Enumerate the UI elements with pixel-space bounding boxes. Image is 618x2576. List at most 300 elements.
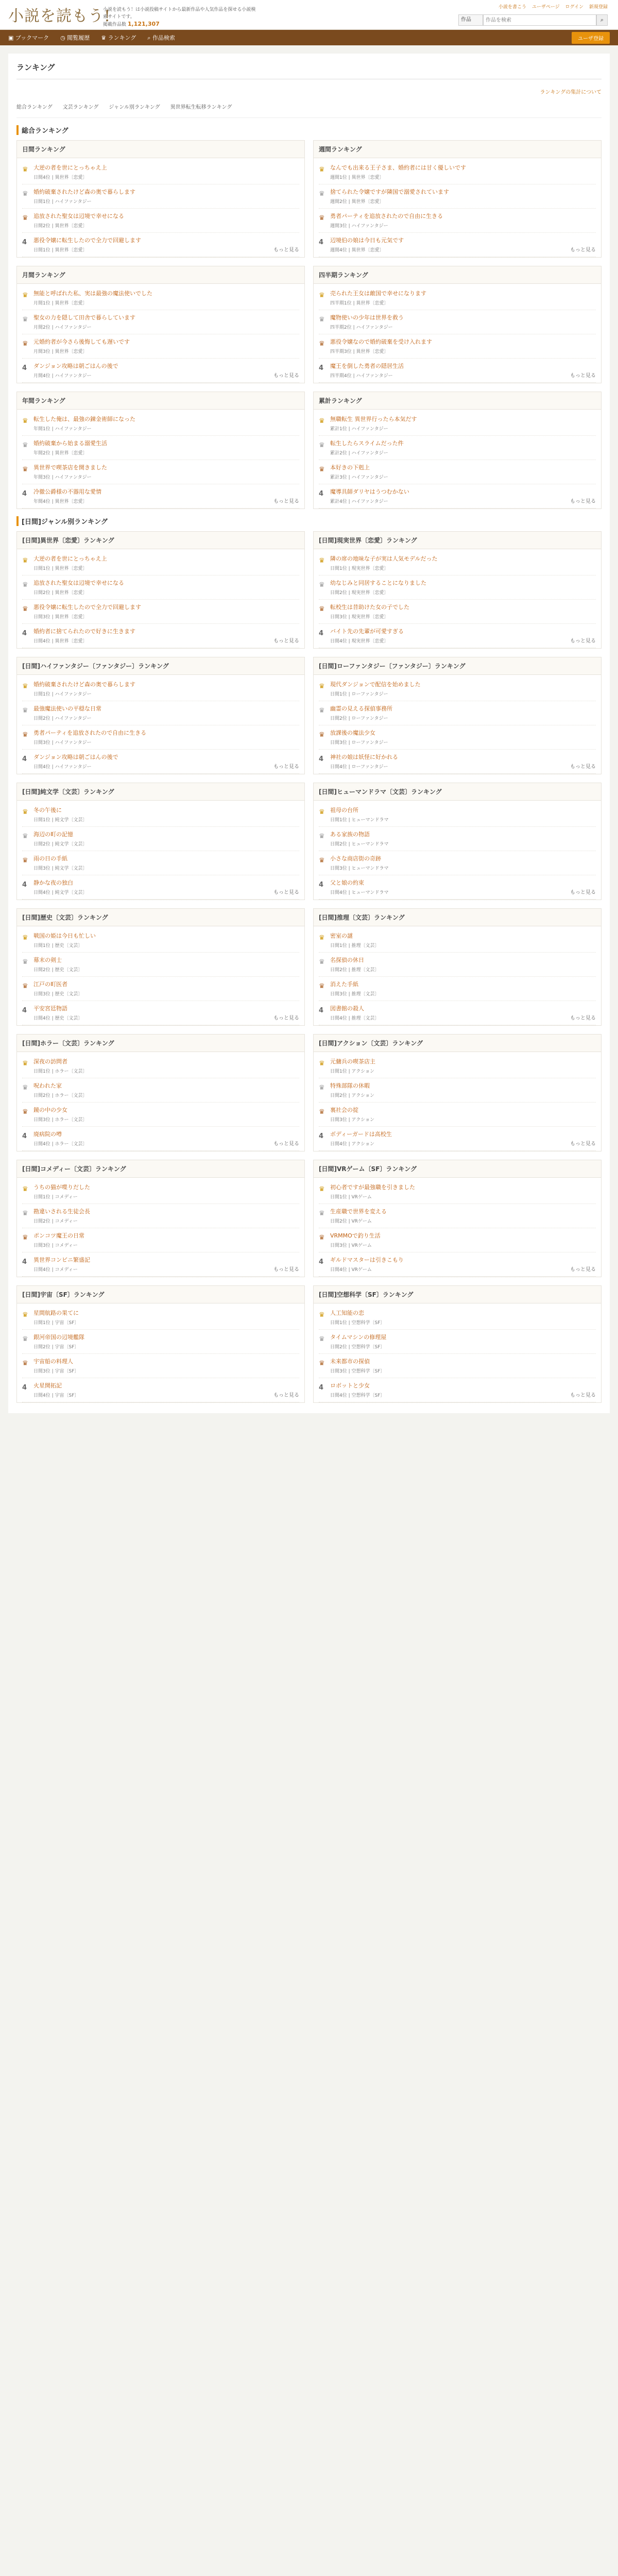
work-meta: 日間4位 | ローファンタジー xyxy=(330,765,388,770)
header-link-register[interactable]: 新規登録 xyxy=(589,5,608,10)
work-meta: 日間4位 | 宇宙〔SF〕 xyxy=(33,1393,79,1398)
crown-icon: ♛ xyxy=(22,292,28,299)
ranking-entry xyxy=(33,1005,299,1021)
ranking-list xyxy=(314,284,601,383)
work-title-link[interactable]: 魔王を倒した勇者の隠居生活 xyxy=(330,363,404,369)
more-link[interactable]: もっと見る xyxy=(570,1393,596,1398)
work-title-link[interactable]: 異世界コンビニ繁盛記 xyxy=(33,1257,90,1263)
work-meta: 日間1位 | 異世界〔恋愛〕 xyxy=(33,248,88,253)
crown-icon: ♛ xyxy=(319,707,325,715)
ranking-box-title: [日間]ホラー〔文芸〕ランキング xyxy=(17,1035,304,1052)
work-title-link[interactable]: 消えた手紙 xyxy=(330,981,358,988)
work-title-link[interactable]: 人工知能の恋 xyxy=(330,1310,364,1316)
crown-icon: ♛ xyxy=(319,1234,325,1242)
work-title-link[interactable]: ダンジョン攻略は朝ごはんの後で xyxy=(33,363,118,369)
more-link[interactable]: もっと見る xyxy=(273,499,299,504)
work-title-link[interactable]: 婚約破棄されたけど森の奥で暮らします xyxy=(33,681,135,688)
ranking-list xyxy=(314,801,601,900)
more-link[interactable]: もっと見る xyxy=(273,1015,299,1021)
rank-number: 4 xyxy=(22,881,27,889)
work-meta: 日間1位 | ハイファンタジー xyxy=(33,199,92,205)
ranking-entry xyxy=(33,1382,299,1398)
work-meta: 日間3位 | 純文学〔文芸〕 xyxy=(33,866,88,871)
more-link[interactable]: もっと見る xyxy=(570,1015,596,1021)
more-link[interactable]: もっと見る xyxy=(273,1393,299,1398)
ranking-item xyxy=(319,412,596,436)
ranking-about-link[interactable]: ランキングの集計について xyxy=(540,90,602,95)
crown-icon: ♛ xyxy=(319,1335,325,1343)
ranking-item xyxy=(22,286,299,310)
ranking-item xyxy=(319,359,596,383)
work-meta: 日間3位 | 歴史〔文芸〕 xyxy=(33,992,83,997)
work-title-link[interactable]: 幼なじみと同居することになりました xyxy=(330,580,426,586)
work-title-link[interactable]: 売られた王女は敵国で幸せになります xyxy=(330,290,426,297)
work-meta: 日間2位 | ヒューマンドラマ xyxy=(330,842,389,847)
tagline-text: 小説を読もう！は小説投稿サイトから最新作品や人気作品を探せる小説検索サイトです。 xyxy=(103,7,256,20)
search-type-select[interactable]: 作品 xyxy=(458,14,483,26)
ranking-item xyxy=(319,436,596,460)
user-register-button[interactable]: ユーザ登録 xyxy=(572,32,610,44)
rank-number: 4 xyxy=(319,490,324,498)
work-meta: 日間2位 | VRゲーム xyxy=(330,1219,372,1224)
work-title-link[interactable]: ギルドマスターは引きこもり xyxy=(330,1257,404,1263)
crown-icon: ♛ xyxy=(22,833,28,840)
work-title-link[interactable]: 神社の娘は妖怪に好かれる xyxy=(330,754,398,760)
work-title-link[interactable]: 火星開拓記 xyxy=(33,1382,62,1389)
work-title-link[interactable]: 密室の謎 xyxy=(330,933,353,939)
more-link[interactable]: もっと見る xyxy=(273,1267,299,1273)
work-title-link[interactable]: 婚約破棄されたけど森の奥で暮らします xyxy=(33,189,135,195)
work-meta: 日間3位 | 推理〔文芸〕 xyxy=(330,992,380,997)
nav-item-ranking[interactable]: ♛ ランキング xyxy=(101,35,136,41)
work-title-link[interactable]: 静かな夜の独白 xyxy=(33,879,73,886)
ranking-entry xyxy=(33,362,299,379)
ranking-item xyxy=(22,1054,299,1078)
ranking-entry xyxy=(330,1358,596,1374)
work-title-link[interactable]: 辺境伯の娘は今日も元気です xyxy=(330,237,404,244)
crown-icon: ♛ xyxy=(22,166,28,174)
header-link-login[interactable]: ログイン xyxy=(565,5,584,10)
ranking-item xyxy=(22,677,299,701)
more-link[interactable]: もっと見る xyxy=(273,890,299,895)
crown-icon: ♛ xyxy=(319,1060,325,1067)
ranking-item xyxy=(319,575,596,600)
work-meta: 日間2位 | ハイファンタジー xyxy=(33,716,92,721)
work-meta: 日間1位 | ホラー〔文芸〕 xyxy=(33,1069,88,1074)
work-title-link[interactable]: 鏡の中の少女 xyxy=(33,1107,67,1113)
ranking-entry xyxy=(330,1309,596,1326)
ranking-sections xyxy=(16,125,602,1403)
work-title-link[interactable]: 幕末の剣士 xyxy=(33,957,62,963)
crown-icon: ♛ xyxy=(319,982,325,990)
ranking-item xyxy=(22,1402,299,1403)
work-title-link[interactable]: ある家族の物語 xyxy=(330,831,370,838)
ranking-list xyxy=(17,1303,304,1403)
ranking-list xyxy=(314,926,601,1026)
ranking-entry xyxy=(330,753,596,770)
ranking-entry xyxy=(330,555,596,571)
ranking-box-title: 四半期ランキング xyxy=(314,266,601,284)
work-title-link[interactable]: 冬の午後に xyxy=(33,807,62,814)
work-meta: 日間3位 | ローファンタジー xyxy=(330,740,388,745)
work-title-link[interactable]: 冷徹公爵様の不器用な愛情 xyxy=(33,488,101,495)
ranking-item xyxy=(319,257,596,258)
ranking-item xyxy=(22,953,299,977)
work-title-link[interactable]: 銀河帝国の辺境艦隊 xyxy=(33,1334,84,1341)
more-link[interactable]: もっと見る xyxy=(570,764,596,770)
ranking-entry xyxy=(33,628,299,644)
ranking-entry xyxy=(33,1058,299,1074)
ranking-item xyxy=(22,1354,299,1378)
work-title-link[interactable]: 図書館の殺人 xyxy=(330,1005,364,1012)
work-title-link[interactable]: 悪役令嬢に転生したので全力で回避します xyxy=(33,604,141,611)
ranking-box xyxy=(313,1160,602,1277)
ranking-box xyxy=(16,657,305,774)
ranking-entry xyxy=(330,1333,596,1350)
work-title-link[interactable]: 裏社会の掟 xyxy=(330,1107,358,1113)
work-meta: 日間2位 | ホラー〔文芸〕 xyxy=(33,1093,88,1098)
ranking-list xyxy=(17,1052,304,1151)
ranking-box-title: [日間]アクション〔文芸〕ランキング xyxy=(314,1035,601,1052)
work-title-link[interactable]: 魔物使いの少年は世界を救う xyxy=(330,314,404,321)
ranking-item xyxy=(319,1306,596,1330)
ranking-entry xyxy=(33,1256,299,1273)
work-title-link[interactable]: 雨の日の手紙 xyxy=(33,855,67,862)
ranking-entry xyxy=(330,439,596,456)
work-meta: 年間4位 | 異世界〔恋愛〕 xyxy=(33,499,88,504)
work-title-link[interactable]: 特殊部隊の休暇 xyxy=(330,1082,370,1089)
count-label: 掲載作品数 xyxy=(103,22,127,27)
work-title-link[interactable]: バイト先の先輩が可愛すぎる xyxy=(330,628,404,635)
section-title: [日間]ジャンル別ランキング xyxy=(16,516,602,526)
ranking-item xyxy=(319,1402,596,1403)
work-title-link[interactable]: うちの猫が喋りだした xyxy=(33,1184,90,1191)
ranking-item xyxy=(319,648,596,649)
ranking-entry xyxy=(330,1106,596,1123)
ranking-item xyxy=(319,803,596,827)
ranking-box xyxy=(313,1285,602,1403)
ranking-box xyxy=(16,392,305,509)
ranking-box xyxy=(313,908,602,1026)
work-meta: 日間3位 | アクション xyxy=(330,1117,375,1123)
work-title-link[interactable]: 元傭兵の喫茶店主 xyxy=(330,1058,375,1065)
more-link[interactable]: もっと見る xyxy=(570,1141,596,1147)
work-title-link[interactable]: 勘違いされる生徒会長 xyxy=(33,1208,90,1215)
work-meta: 日間3位 | コメディー xyxy=(33,1243,78,1248)
work-title-link[interactable]: 平安宮廷物語 xyxy=(33,1005,67,1012)
work-title-link[interactable]: 転生したらスライムだった件 xyxy=(330,440,404,447)
nav-item-history[interactable]: ◷ 閲覧履歴 xyxy=(60,35,90,41)
work-title-link[interactable]: 捨てられた令嬢ですが隣国で溺愛されています xyxy=(330,189,449,195)
ranking-item xyxy=(22,160,299,184)
work-title-link[interactable]: なんでも出来る王子さま、婚約者には甘く優しいです xyxy=(330,164,466,171)
ranking-entry xyxy=(33,1358,299,1374)
ranking-entry xyxy=(330,1382,596,1398)
work-title-link[interactable]: 婚約破棄から始まる溺愛生活 xyxy=(33,440,107,447)
work-title-link[interactable]: 元婚約者が今さら後悔しても遅いです xyxy=(33,338,130,345)
work-title-link[interactable]: 婚約者に捨てられたので好きに生きます xyxy=(33,628,135,635)
ranking-entry xyxy=(330,415,596,432)
rank-number: 4 xyxy=(22,755,27,763)
crown-icon: ♛ xyxy=(319,292,325,299)
work-title-link[interactable]: ダンジョン攻略は朝ごはんの後で xyxy=(33,754,118,760)
ranking-item xyxy=(319,851,596,875)
filter-isekai[interactable]: 異世界転生転移ランキング xyxy=(170,105,232,110)
work-title-link[interactable]: VRMMOで釣り生活 xyxy=(330,1232,381,1239)
crown-icon: ♛ xyxy=(22,934,28,942)
ranking-box-title: [日間]歴史〔文芸〕ランキング xyxy=(17,909,304,926)
rank-number: 4 xyxy=(22,1258,27,1266)
work-meta: 日間1位 | 異世界〔恋愛〕 xyxy=(33,566,88,571)
ranking-entry xyxy=(33,464,299,480)
work-meta: 日間3位 | ヒューマンドラマ xyxy=(330,866,389,871)
search-icon[interactable]: ⌕ xyxy=(596,14,608,26)
rank-number: 4 xyxy=(319,1384,324,1392)
ranking-box xyxy=(16,908,305,1026)
filter-literary[interactable]: 文芸ランキング xyxy=(62,105,99,110)
ranking-item xyxy=(319,460,596,484)
work-meta: 日間4位 | アクション xyxy=(330,1142,375,1147)
work-title-link[interactable]: 魔導具師ダリヤはうつむかない xyxy=(330,488,409,495)
ranking-box xyxy=(313,657,602,774)
ranking-item xyxy=(319,184,596,209)
work-title-link[interactable]: 勇者パーティを追放されたので自由に生きる xyxy=(33,730,147,736)
work-title-link[interactable]: 未来都市の探偵 xyxy=(330,1358,370,1365)
work-meta: 日間4位 | 現実世界〔恋愛〕 xyxy=(330,639,389,644)
more-link[interactable]: もっと見る xyxy=(570,638,596,644)
work-meta: 累計1位 | ハイファンタジー xyxy=(330,427,388,432)
ranking-item xyxy=(22,1078,299,1103)
ranking-box-title: 年間ランキング xyxy=(17,392,304,410)
work-title-link[interactable]: 星間航路の果てに xyxy=(33,1310,79,1316)
ranking-item xyxy=(22,257,299,258)
ranking-item xyxy=(319,1330,596,1354)
work-meta: 日間1位 | 現実世界〔恋愛〕 xyxy=(330,566,389,571)
ranking-entry xyxy=(330,681,596,697)
ranking-box xyxy=(16,266,305,383)
ranking-entry xyxy=(330,806,596,823)
ranking-item xyxy=(319,1204,596,1228)
ranking-entry xyxy=(33,164,299,180)
crown-icon: ♛ xyxy=(319,1084,325,1092)
crown-icon: ♛ xyxy=(319,214,325,222)
work-title-link[interactable]: 生産職で世界を変える xyxy=(330,1208,387,1215)
ranking-entry xyxy=(330,831,596,847)
work-title-link[interactable]: 江戸の町医者 xyxy=(33,981,67,988)
work-title-link[interactable]: 追放された聖女は辺境で幸せになる xyxy=(33,580,124,586)
more-link[interactable]: もっと見る xyxy=(273,1141,299,1147)
ranking-item xyxy=(22,1306,299,1330)
ranking-list xyxy=(314,675,601,774)
ranking-item xyxy=(22,1252,299,1277)
crown-icon: ♛ xyxy=(22,1311,28,1319)
work-title-link[interactable]: 聖女の力を隠して田舎で暮らしています xyxy=(33,314,135,321)
more-link[interactable]: もっと見る xyxy=(570,247,596,253)
work-meta: 日間2位 | 空想科学〔SF〕 xyxy=(330,1345,385,1350)
work-meta: 日間4位 | 空想科学〔SF〕 xyxy=(330,1393,385,1398)
ranking-item xyxy=(22,184,299,209)
work-title-link[interactable]: ポンコツ魔王の日常 xyxy=(33,1232,84,1239)
work-title-link[interactable]: 追放された聖女は辺境で幸せになる xyxy=(33,213,124,219)
work-title-link[interactable]: タイムマシンの修理屋 xyxy=(330,1334,387,1341)
rank-number: 4 xyxy=(319,630,324,637)
work-title-link[interactable]: 隣の席の地味な子が実は人気モデルだった xyxy=(330,555,438,562)
ranking-item xyxy=(319,600,596,624)
ranking-entry xyxy=(33,1309,299,1326)
more-link[interactable]: もっと見る xyxy=(570,890,596,895)
work-title-link[interactable]: 戦国の姫は今日も忙しい xyxy=(33,933,96,939)
work-title-link[interactable]: 現代ダンジョンで配信を始めました xyxy=(330,681,421,688)
work-title-link[interactable]: 大逆の者を世にとっちゃえ上 xyxy=(33,164,107,171)
work-title-link[interactable]: 本好きの下剋上 xyxy=(330,464,370,471)
ranking-item xyxy=(22,412,299,436)
ranking-item xyxy=(22,1025,299,1026)
ranking-entry xyxy=(330,290,596,306)
crown-icon: ♛ xyxy=(22,1084,28,1092)
ranking-item xyxy=(22,359,299,383)
crown-icon: ♛ xyxy=(22,605,28,613)
work-title-link[interactable]: 祖母の台所 xyxy=(330,807,358,814)
ranking-item xyxy=(22,575,299,600)
ranking-entry xyxy=(330,1082,596,1098)
nav-item-bookmark[interactable]: ▣ ブックマーク xyxy=(8,35,49,41)
ranking-item xyxy=(319,1001,596,1025)
work-meta: 年間2位 | 異世界〔恋愛〕 xyxy=(33,451,88,456)
ranking-item xyxy=(22,460,299,484)
ranking-box-title: [日間]VRゲーム〔SF〕ランキング xyxy=(314,1160,601,1178)
work-title-link[interactable]: 初心者ですが最強職を引きました xyxy=(330,1184,415,1191)
work-title-link[interactable]: 無職転生 異世界行ったら本気だす xyxy=(330,416,417,422)
work-title-link[interactable]: 深夜の訪問者 xyxy=(33,1058,67,1065)
work-title-link[interactable]: 転校生は昔助けた女の子でした xyxy=(330,604,409,611)
work-title-link[interactable]: 大逆の者を世にとっちゃえ上 xyxy=(33,555,107,562)
work-title-link[interactable]: 悪役令嬢なので婚約破棄を受け入れます xyxy=(330,338,432,345)
crown-icon: ♛ xyxy=(319,1311,325,1319)
ranking-entry xyxy=(33,290,299,306)
ranking-entry xyxy=(33,415,299,432)
header-link-write[interactable]: 小説を書こう xyxy=(498,5,526,10)
work-title-link[interactable]: 放課後の魔法少女 xyxy=(330,730,375,736)
ranking-entry xyxy=(330,1232,596,1248)
rank-number: 4 xyxy=(22,1384,27,1392)
ranking-entry xyxy=(330,464,596,480)
more-link[interactable]: もっと見る xyxy=(570,1267,596,1273)
work-title-link[interactable]: 海辺の町の記憶 xyxy=(33,831,73,838)
ranking-box-title: [日間]ローファンタジー〔ファンタジー〕ランキング xyxy=(314,657,601,675)
work-title-link[interactable]: 悪役令嬢に転生したので全力で回避します xyxy=(33,237,141,244)
work-title-link[interactable]: 無能と呼ばれた私、実は最強の魔法使いでした xyxy=(33,290,152,297)
ranking-item xyxy=(22,334,299,359)
ranking-entry xyxy=(33,956,299,973)
ranking-box xyxy=(16,783,305,900)
work-meta: 日間4位 | 推理〔文芸〕 xyxy=(330,1016,380,1021)
work-title-link[interactable]: 幽霊の見える探偵事務所 xyxy=(330,705,392,712)
ranking-entry xyxy=(330,603,596,620)
header-links xyxy=(494,3,608,10)
site-logo[interactable]: 小説を読もう! xyxy=(8,7,111,25)
more-link[interactable]: もっと見る xyxy=(570,373,596,379)
more-link[interactable]: もっと見る xyxy=(273,247,299,253)
rank-number: 4 xyxy=(319,1258,324,1266)
ranking-list xyxy=(17,1178,304,1277)
ranking-item xyxy=(319,624,596,648)
ranking-entry xyxy=(330,705,596,721)
ranking-item xyxy=(22,928,299,953)
more-link[interactable]: もっと見る xyxy=(273,638,299,644)
search-input[interactable] xyxy=(483,14,596,26)
work-meta: 累計4位 | ハイファンタジー xyxy=(330,499,388,504)
ranking-box xyxy=(16,1034,305,1151)
work-title-link[interactable]: ロボットと少女 xyxy=(330,1382,370,1389)
nav-item-search[interactable]: ⌕ 作品検索 xyxy=(147,35,175,41)
work-title-link[interactable]: 父と娘の約束 xyxy=(330,879,364,886)
crown-icon: ♛ xyxy=(319,833,325,840)
filter-overall[interactable]: 総合ランキング xyxy=(16,105,53,110)
work-title-link[interactable]: 呪われた家 xyxy=(33,1082,62,1089)
work-title-link[interactable]: 小さな商店街の奇跡 xyxy=(330,855,381,862)
ranking-entry xyxy=(33,1130,299,1147)
crown-icon: ♛ xyxy=(22,1060,28,1067)
work-meta: 日間3位 | 異世界〔恋愛〕 xyxy=(33,615,88,620)
work-title-link[interactable]: 異世界で喫茶店を開きました xyxy=(33,464,107,471)
ranking-box xyxy=(313,1034,602,1151)
crown-icon: ♛ xyxy=(22,982,28,990)
work-title-link[interactable]: 勇者パーティを追放されたので自由に生きる xyxy=(330,213,443,219)
ranking-list xyxy=(17,284,304,383)
ranking-box xyxy=(313,783,602,900)
more-link[interactable]: もっと見る xyxy=(570,499,596,504)
ranking-item xyxy=(319,233,596,257)
work-meta: 日間1位 | 推理〔文芸〕 xyxy=(330,943,380,948)
filter-genre[interactable]: ジャンル別ランキング xyxy=(109,105,160,110)
work-meta: 日間2位 | 歴史〔文芸〕 xyxy=(33,968,83,973)
ranking-item xyxy=(22,551,299,575)
work-title-link[interactable]: 名探偵の休日 xyxy=(330,957,364,963)
work-title-link[interactable]: 転生した俺は、最強の錬金術師になった xyxy=(33,416,135,422)
work-title-link[interactable]: 宇宙船の料理人 xyxy=(33,1358,73,1365)
ranking-box-title: [日間]ハイファンタジー〔ファンタジー〕ランキング xyxy=(17,657,304,675)
ranking-box-title: [日間]推理〔文芸〕ランキング xyxy=(314,909,601,926)
ranking-entry xyxy=(33,753,299,770)
crown-icon: ♛ xyxy=(319,857,325,865)
main-content xyxy=(8,54,610,1413)
crown-icon: ♛ xyxy=(319,466,325,473)
ranking-entry xyxy=(330,1208,596,1224)
page-title: ランキング xyxy=(16,62,602,79)
work-meta: 日間1位 | 空想科学〔SF〕 xyxy=(330,1320,385,1326)
more-link[interactable]: もっと見る xyxy=(273,373,299,379)
ranking-item xyxy=(22,1127,299,1151)
header-link-userpage[interactable]: ユーザページ xyxy=(531,5,560,10)
work-title-link[interactable]: 廃病院の噂 xyxy=(33,1131,62,1138)
work-title-link[interactable]: ボディーガードは高校生 xyxy=(330,1131,392,1138)
work-meta: 日間3位 | ハイファンタジー xyxy=(33,740,92,745)
ranking-list xyxy=(314,410,601,509)
work-title-link[interactable]: 最強魔法使いの平穏な日常 xyxy=(33,705,101,712)
crown-icon: ♛ xyxy=(22,466,28,473)
ranking-item xyxy=(319,286,596,310)
work-meta: 日間1位 | VRゲーム xyxy=(330,1195,372,1200)
work-meta: 日間3位 | VRゲーム xyxy=(330,1243,372,1248)
ranking-item xyxy=(319,677,596,701)
crown-icon: ♛ xyxy=(319,731,325,739)
more-link[interactable]: もっと見る xyxy=(273,764,299,770)
ranking-entry xyxy=(33,1082,299,1098)
ranking-list xyxy=(314,1303,601,1403)
ranking-entry xyxy=(33,980,299,997)
work-meta: 日間4位 | 歴史〔文芸〕 xyxy=(33,1016,83,1021)
work-meta: 週間2位 | 異世界〔恋愛〕 xyxy=(330,199,384,205)
